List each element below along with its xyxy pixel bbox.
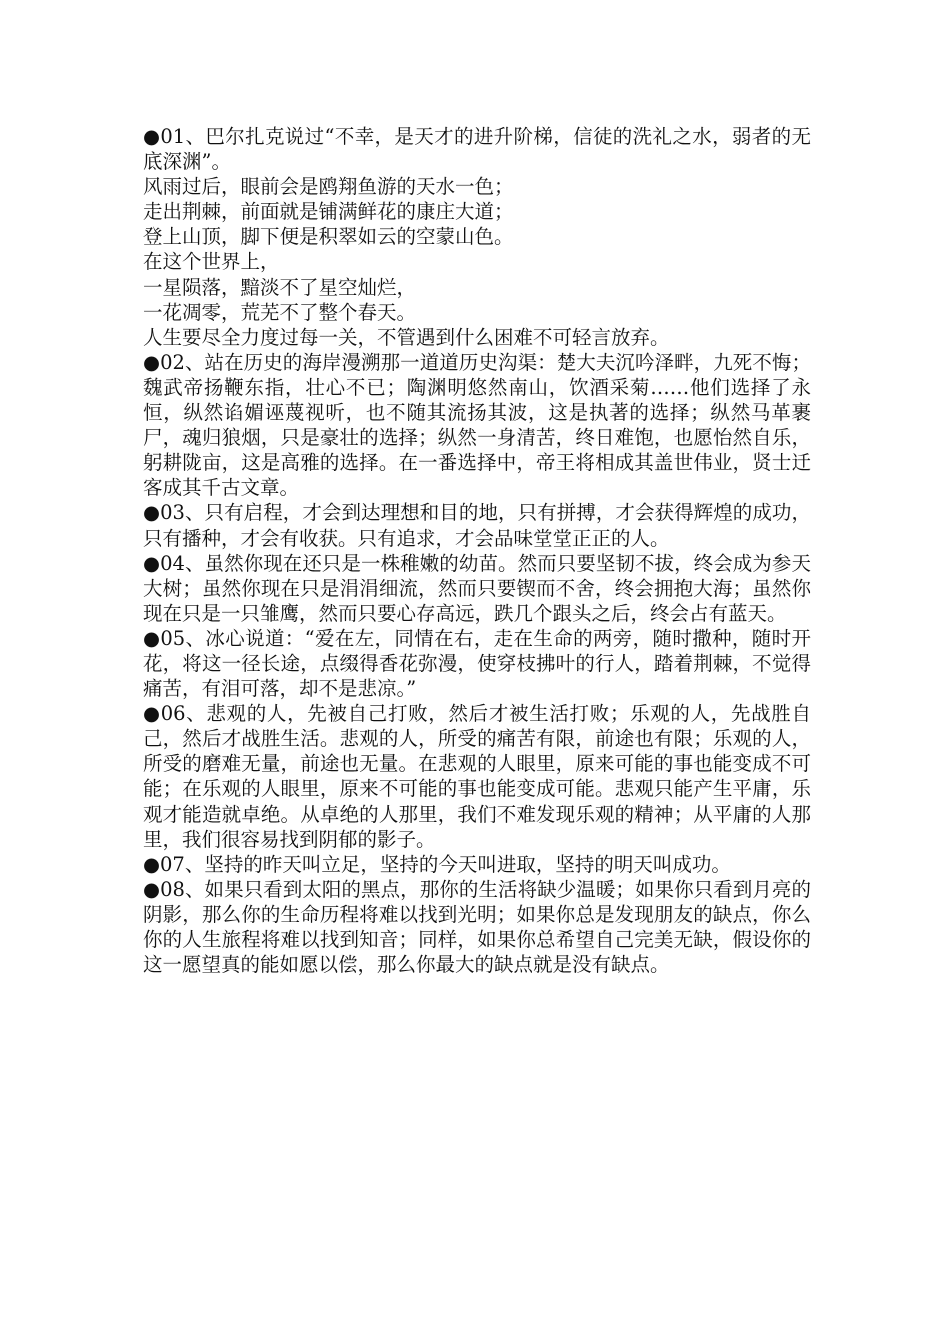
poem-line: 登上山顶，脚下便是积翠如云的空蒙山色。 <box>143 225 514 249</box>
poem-line: 一花凋零，荒芜不了整个春天。 <box>143 300 417 324</box>
paragraph-08: ●08、如果只看到太阳的黑点，那你的生活将缺少温暖；如果你只看到月亮的阴影，那么你的生命历程将难以找到光明；如果你总是发现朋友的缺点，你么你的人生旅程将难以找到知音；同样，如果你总希望自己完美无缺，假设你的这一愿望真的能如愿以偿，那么你最大的缺点就是没有缺点。 <box>143 877 811 977</box>
poem-line: 一星陨落，黯淡不了星空灿烂， <box>143 275 417 299</box>
paragraph-02: ●02、站在历史的海岸漫溯那一道道历史沟渠：楚大夫沉吟泽畔，九死不悔；魏武帝扬鞭东指，壮心不已；陶渊明悠然南山，饮酒采菊……他们选择了永恒，纵然谄媚诬蔑视听，也不随其流扬其波，这是执著的选择；纵然马革裹尸，魂归狼烟，只是豪壮的选择；纵然一身清苦，终日难饱，也愿怡然自乐，躬耕陇亩，这是高雅的选择。在一番选择中，帝王将相成其盖世伟业，贤士迁客成其千古文章。 <box>143 350 811 500</box>
paragraph-03: ●03、只有启程，才会到达理想和目的地，只有拼搏，才会获得辉煌的成功，只有播种，才会有收获。只有追求，才会品味堂堂正正的人。 <box>143 501 811 550</box>
poem-line: 走出荆棘，前面就是铺满鲜花的康庄大道； <box>143 200 514 224</box>
paragraph-04: ●04、虽然你现在还只是一株稚嫩的幼苗。然而只要坚韧不拔，终会成为参天大树；虽然你现在只是涓涓细流，然而只要锲而不舍，终会拥抱大海；虽然你现在只是一只雏鹰，然而只要心存高远，跌几个跟头之后，终会占有蓝天。 <box>143 551 811 625</box>
poem-line: 人生要尽全力度过每一关，不管遇到什么困难不可轻言放弃。 <box>143 325 670 349</box>
paragraph-05: ●05、冰心说道：“爱在左，同情在右，走在生命的两旁，随时撒种，随时开花，将这一径长途，点缀得香花弥漫，使穿枝拂叶的行人，踏着荆棘，不觉得痛苦，有泪可落，却不是悲凉。” <box>143 626 811 701</box>
document-body <box>143 124 811 977</box>
poem-line: 在这个世界上， <box>143 250 280 274</box>
paragraph-06: ●06、悲观的人，先被自己打败，然后才被生活打败；乐观的人，先战胜自己，然后才战胜生活。悲观的人，所受的痛苦有限，前途也有限；乐观的人，所受的磨难无量，前途也无量。在悲观的人眼里，原来可能的事也能变成不可能；在乐观的人眼里，原来不可能的事也能变成可能。悲观只能产生平庸，乐观才能造就卓绝。从卓绝的人那里，我们不难发现乐观的精神；从平庸的人那里，我们很容易找到阴郁的影子。 <box>143 702 811 851</box>
paragraph-07: ●07、坚持的昨天叫立足，坚持的今天叫进取，坚持的明天叫成功。 <box>143 852 731 876</box>
paragraph-01: ●01、巴尔扎克说过“不幸，是天才的进升阶梯，信徒的洗礼之水，弱者的无底深渊”。 <box>143 125 811 174</box>
poem-line: 风雨过后，眼前会是鸥翔鱼游的天水一色； <box>143 175 514 199</box>
